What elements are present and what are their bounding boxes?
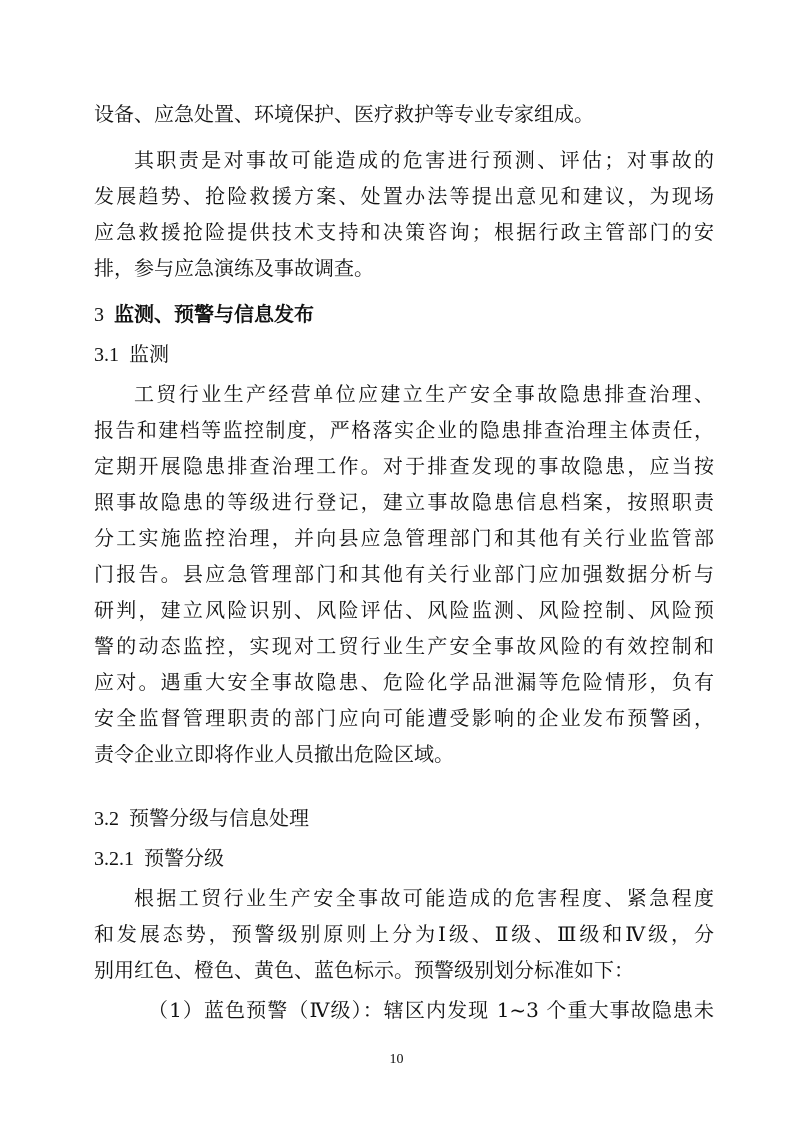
page-number: 10 xyxy=(389,1052,404,1067)
section-number: 3.2 xyxy=(94,808,119,830)
paragraph-line: 设备、应急处置、环境保护、医疗救护等专业专家组成。 xyxy=(94,102,594,126)
paragraph-line: 照事故隐患的等级进行登记，建立事故隐患信息档案，按照职责 xyxy=(94,490,714,514)
section-number: 3 xyxy=(94,304,104,326)
paragraph-line: 警的动态监控，实现对工贸行业生产安全事故风险的有效控制和 xyxy=(94,634,714,658)
paragraph-line: 发展趋势、抢险救援方案、处置办法等提出意见和建议，为现场 xyxy=(94,184,714,208)
paragraph-line: 分工实施监控治理，并向县应急管理部门和其他有关行业监管部 xyxy=(94,526,714,550)
paragraph-line: 根据工贸行业生产安全事故可能造成的危害程度、紧急程度 xyxy=(134,886,714,910)
section-title: 监测、预警与信息发布 xyxy=(114,302,314,326)
paragraph-line: 安全监督管理职责的部门应向可能遭受影响的企业发布预警函， xyxy=(94,706,714,730)
paragraph-line: 和发展态势，预警级别原则上分为Ⅰ级、Ⅱ级、Ⅲ级和Ⅳ级，分 xyxy=(94,922,714,946)
paragraph-line: （1）蓝色预警（Ⅳ级）：辖区内发现 1~3 个重大事故隐患未 xyxy=(148,998,714,1022)
section-heading-3-2 xyxy=(94,805,309,832)
section-title: 预警分级与信息处理 xyxy=(129,806,309,830)
section-heading-3-1 xyxy=(94,341,169,368)
section-title: 预警分级 xyxy=(144,846,224,870)
paragraph-line: 研判，建立风险识别、风险评估、风险监测、风险控制、风险预 xyxy=(94,598,714,622)
paragraph-line: 排，参与应急演练及事故调查。 xyxy=(94,256,374,280)
paragraph-line: 别用红色、橙色、黄色、蓝色标示。预警级别划分标准如下： xyxy=(94,958,634,982)
section-heading-3 xyxy=(94,301,314,328)
paragraph-line: 定期开展隐患排查治理工作。对于排查发现的事故隐患，应当按 xyxy=(94,454,714,478)
section-heading-3-2-1 xyxy=(94,845,224,872)
section-number: 3.1 xyxy=(94,344,119,366)
paragraph-line: 责令企业立即将作业人员撤出危险区域。 xyxy=(94,742,454,766)
paragraph-line: 应急救援抢险提供技术支持和决策咨询；根据行政主管部门的安 xyxy=(94,220,714,244)
paragraph-line: 其职责是对事故可能造成的危害进行预测、评估；对事故的 xyxy=(134,148,714,172)
paragraph-line: 报告和建档等监控制度，严格落实企业的隐患排查治理主体责任， xyxy=(94,418,714,442)
section-number: 3.2.1 xyxy=(94,848,134,870)
paragraph-line: 应对。遇重大安全事故隐患、危险化学品泄漏等危险情形，负有 xyxy=(94,670,714,694)
paragraph-line: 工贸行业生产经营单位应建立生产安全事故隐患排查治理、 xyxy=(134,382,714,406)
paragraph-line: 门报告。县应急管理部门和其他有关行业部门应加强数据分析与 xyxy=(94,562,714,586)
section-title: 监测 xyxy=(129,342,169,366)
